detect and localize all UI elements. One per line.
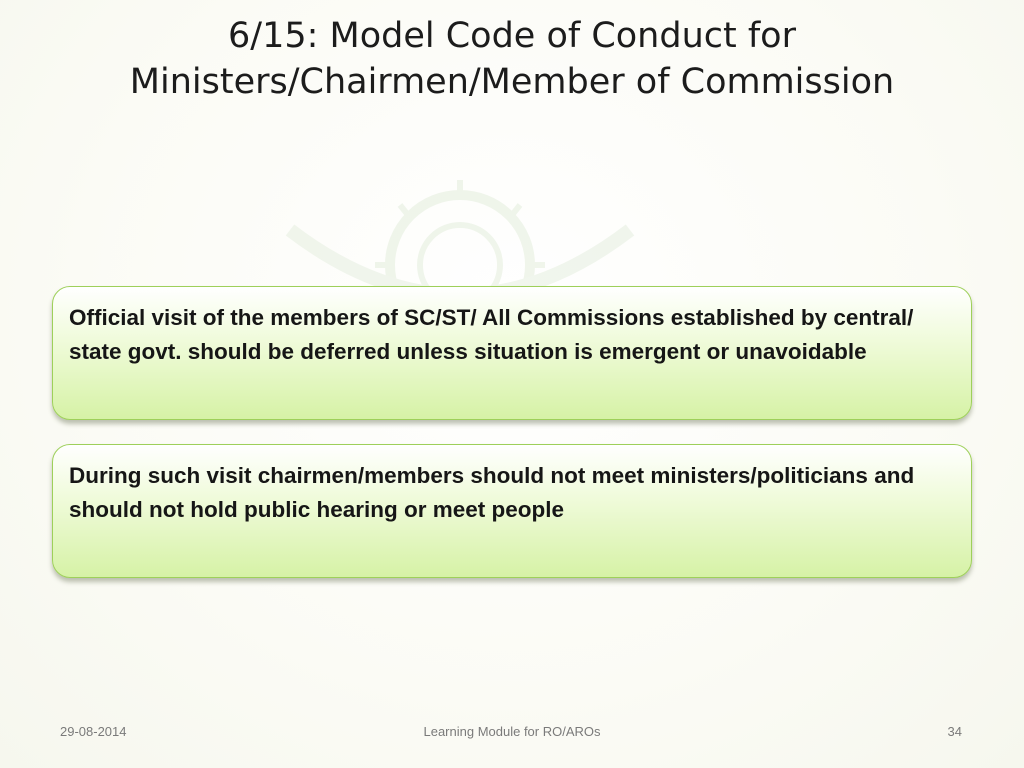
slide-title-line-1: 6/15: Model Code of Conduct for [228,16,796,56]
point-box-2 [52,444,972,578]
footer-page-number: 34 [947,724,962,739]
point-text-2: During such visit chairmen/members should not meet ministers/politicians and should not hold public hearing or meet people [69,463,915,522]
footer-date: 29-08-2014 [60,724,127,739]
footer-title: Learning Module for RO/AROs [423,724,601,739]
slide-title-line-2: Ministers/Chairmen/Member of Commission [129,61,895,102]
point-text-1: Official visit of the members of SC/ST/ All Commissions established by central/ state govt. should be deferred unless situation is emergent or unavoidable [69,305,914,364]
slide-title [40,14,984,105]
point-box-1 [52,286,972,420]
